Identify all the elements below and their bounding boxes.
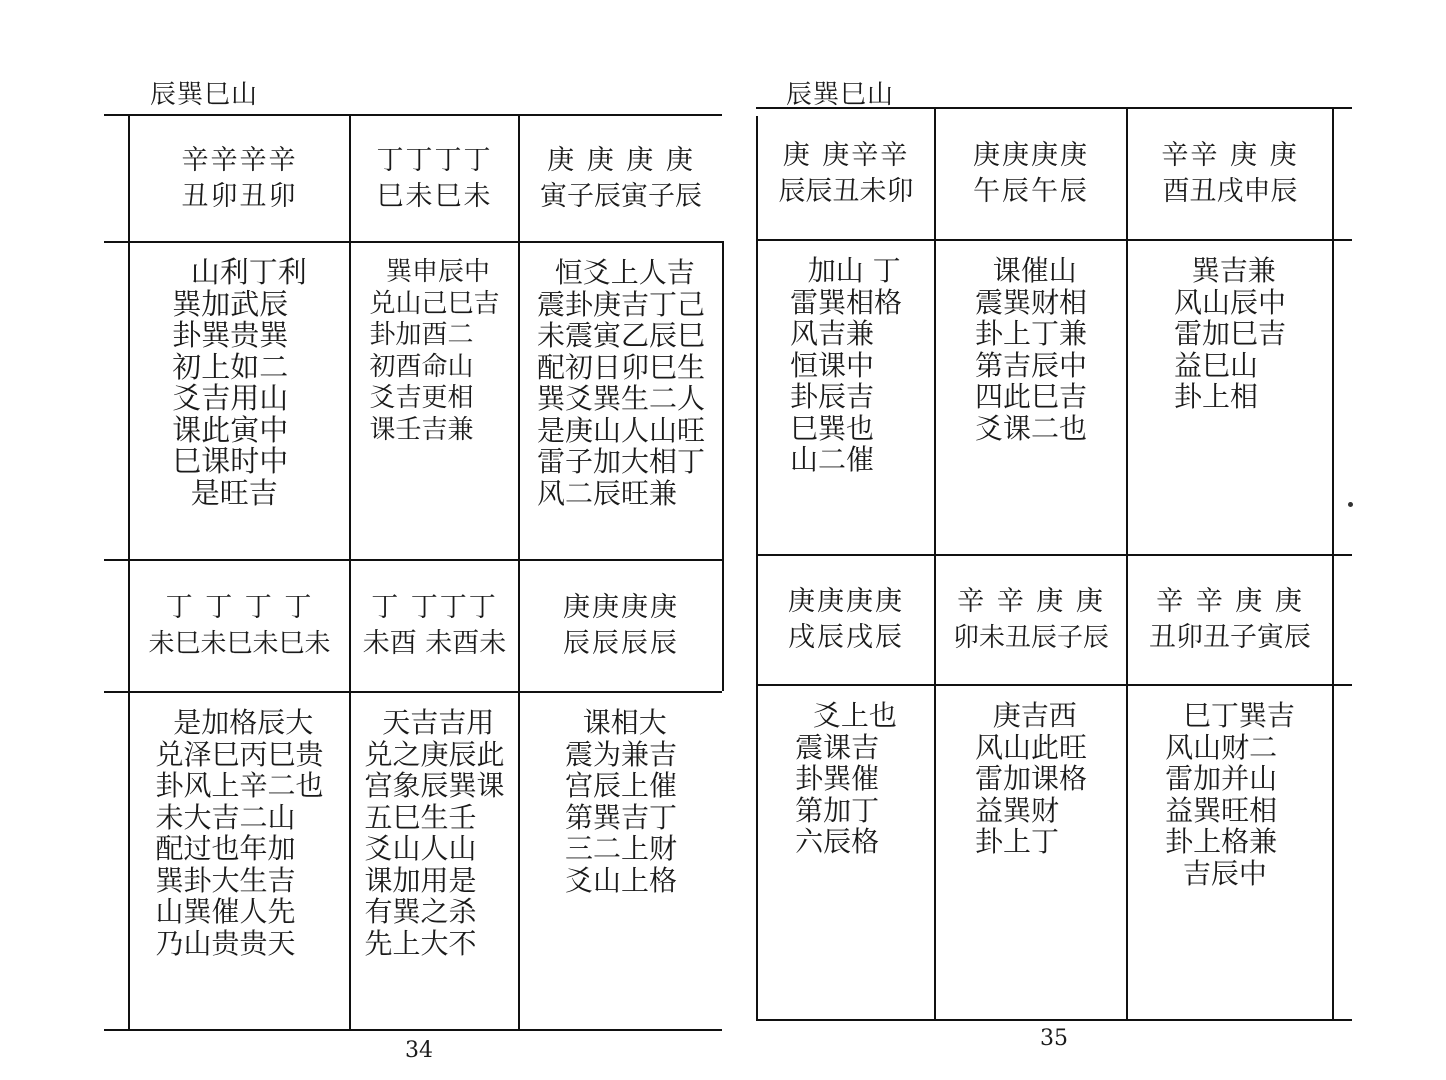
right-r2-body-1 — [758, 686, 934, 1019]
header-stems: 庚庚庚庚 — [563, 592, 679, 623]
right-r1-header-3 — [1128, 109, 1332, 239]
header-stems: 辛 辛 庚 庚 — [957, 586, 1105, 617]
header-branches: 未酉 未酉未 — [362, 628, 507, 659]
header-stems: 庚 庚辛辛 — [782, 140, 910, 171]
header-stems: 庚庚庚庚 — [788, 586, 904, 617]
header-branches: 辰辰辰辰 — [563, 628, 679, 659]
header-stems: 辛辛辛辛 — [181, 144, 298, 176]
body-text: 庚吉西 风山此旺 雷加课格 益巽财 卦上丁 — [974, 699, 1087, 858]
header-stems: 丁 丁 丁 丁 — [165, 592, 314, 623]
header-stems: 辛辛 庚 庚 — [1161, 140, 1299, 171]
right-r2-header-3 — [1128, 556, 1332, 684]
header-branches: 卯未丑辰子辰 — [952, 623, 1109, 653]
body-text: 加山 丁 雷巽相格 风吉兼 恒课中 卦辰吉 巳巽也 山二催 — [789, 254, 902, 476]
right-r1-body-2 — [936, 241, 1126, 554]
right-r2-header-1 — [758, 556, 934, 684]
right-r2-header-2 — [936, 556, 1126, 684]
header-stems: 丁 丁丁丁 — [371, 592, 498, 623]
body-text: 爻上也 震课吉 卦巽催 第加丁 六辰格 — [795, 699, 897, 858]
right-r1-body-3 — [1128, 241, 1332, 554]
header-branches: 未巳未巳未巳未 — [148, 629, 331, 659]
body-text: 课相大 震为兼吉 宫辰上催 第巽吉丁 三二上财 爻山上格 — [564, 706, 677, 897]
header-branches: 戌辰戌辰 — [788, 622, 904, 653]
body-text: 山利丁利 巽加武辰 卦巽贵巽 初上如二 爻吉用山 课此寅中 巳课时中 是旺吉 — [172, 255, 307, 510]
header-branches: 寅子辰寅子辰 — [540, 180, 702, 212]
header-stems: 丁丁丁丁 — [376, 144, 493, 176]
right-r1-header-1 — [758, 109, 934, 239]
body-text: 是加格辰大 兑泽巳丙巳贵 卦风上辛二也 未大吉二山 配过也年加 巽卦大生吉 山巽催人先 乃山贵贵天 — [155, 706, 324, 960]
body-text: 巽吉兼 风山辰中 雷加巳吉 益巳山 卦上相 — [1173, 254, 1286, 413]
header-branches: 巳未巳未 — [376, 180, 493, 212]
header-branches: 丑卯丑子寅辰 — [1149, 622, 1311, 653]
body-text: 课催山 震巽财相 卦上丁兼 第吉辰中 四此巳吉 爻课二也 — [974, 254, 1087, 445]
body-text: 巽申辰中 兑山己巳吉 卦加酉二 初酉命山 爻吉更相 课壬吉兼 — [369, 257, 500, 445]
right-r1-header-2 — [936, 109, 1126, 239]
left-page-number: 34 — [405, 1038, 433, 1063]
header-stems: 辛 辛 庚 庚 — [1156, 586, 1304, 617]
right-r1-body-1 — [758, 241, 934, 554]
header-branches: 午辰午辰 — [973, 176, 1089, 207]
header-branches: 辰辰丑未卯 — [778, 176, 914, 207]
left-page-title: 辰巽巳山 — [150, 80, 259, 110]
right-r2-body-3 — [1128, 686, 1332, 1019]
body-text: 恒爻上人吉 震卦庚吉丁己 未震寅乙辰巳 配初日卯巳生 巽爻巽生二人 是庚山人山旺 雷子加大相丁 风二辰旺兼 — [536, 256, 705, 510]
header-branches: 酉丑戌申辰 — [1162, 176, 1298, 207]
header-stems: 庚 庚 庚 庚 — [547, 144, 695, 176]
right-r2-body-2 — [936, 686, 1126, 1019]
margin-dot — [1348, 502, 1353, 507]
body-text: 巳丁巽吉 风山财二 雷加并山 益巽旺相 卦上格兼 吉辰中 — [1165, 699, 1295, 890]
body-text: 天吉吉用 兑之庚辰此 宫象辰巽课 五巳生壬 爻山人山 课加用是 有巽之杀 先上大不 — [364, 706, 505, 960]
right-col-line-4 — [1332, 107, 1334, 1020]
right-page-number: 35 — [1040, 1026, 1068, 1051]
right-page-title: 辰巽巳山 — [786, 80, 895, 110]
header-branches: 丑卯丑卯 — [181, 180, 298, 212]
header-stems: 庚庚庚庚 — [973, 140, 1089, 171]
right-bottom-rule — [756, 1019, 1352, 1021]
